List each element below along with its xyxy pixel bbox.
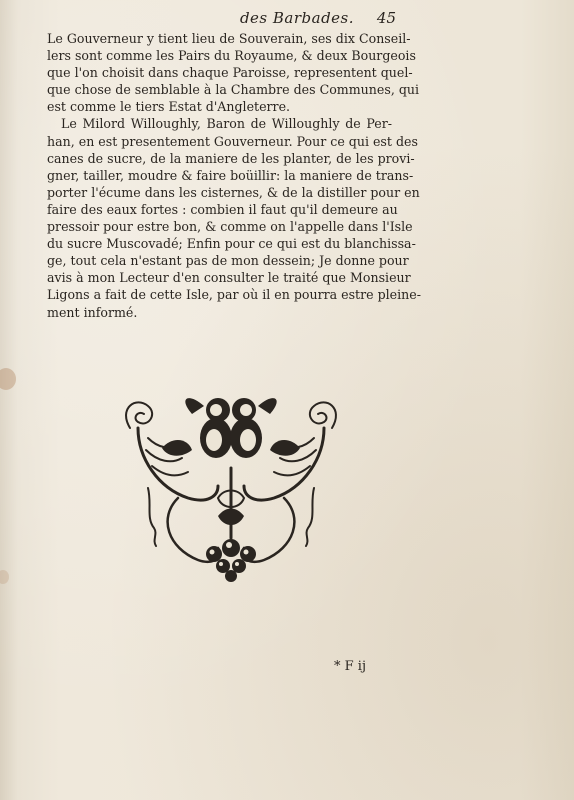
text-line: que l'on choisit dans chaque Paroisse, representent quel-	[47, 65, 413, 81]
text-line: avis à mon Lecteur d'en consulter le traité que Monsieur	[47, 270, 411, 286]
paper-stain	[0, 368, 16, 390]
text-line: porter l'écume dans les cisternes, & de la distiller pour en	[47, 184, 420, 200]
text-line: faire des eaux fortes : combien il faut qu'il demeure au	[47, 201, 398, 217]
text-line: Le Milord Willoughly, Baron de Willoughly de Per-	[61, 116, 392, 132]
text-line: Le Gouverneur y tient lieu de Souverain, ses dix Conseil-	[47, 31, 411, 46]
paragraph-2	[47, 115, 421, 320]
text-line: ge, tout cela n'estant pas de mon dessein; Je donne pour	[47, 253, 409, 269]
cherub-tailpiece-ornament	[118, 388, 344, 586]
paper-stain	[0, 570, 9, 584]
text-line: ment informé.	[47, 304, 138, 320]
running-header: des Barbades.	[239, 9, 355, 27]
text-line: canes de sucre, de la maniere de les planter, de les provi-	[47, 150, 415, 166]
signature-mark: * F ij	[334, 659, 366, 674]
text-line: lers sont comme les Pairs du Royaume, & deux Bourgeois	[47, 48, 416, 64]
text-line: pressoir pour estre bon, & comme on l'appelle dans l'Isle	[47, 219, 413, 235]
text-line: gner, tailler, moudre & faire boüillir: la maniere de trans-	[47, 167, 414, 183]
text-line: han, en est presentement Gouverneur. Pour ce qui est des	[47, 133, 418, 149]
text-line: est comme le tiers Estat d'Angleterre.	[47, 99, 291, 115]
text-line: du sucre Muscovadé; Enfin pour ce qui est du blanchissa-	[47, 236, 416, 252]
page-number: 45	[376, 9, 396, 27]
body-text	[47, 30, 421, 321]
paragraph-1	[47, 30, 420, 115]
text-line: Ligons a fait de cette Isle, par où il en pourra estre pleine-	[47, 287, 421, 303]
text-line: que chose de semblable à la Chambre des Communes, qui	[47, 82, 420, 98]
